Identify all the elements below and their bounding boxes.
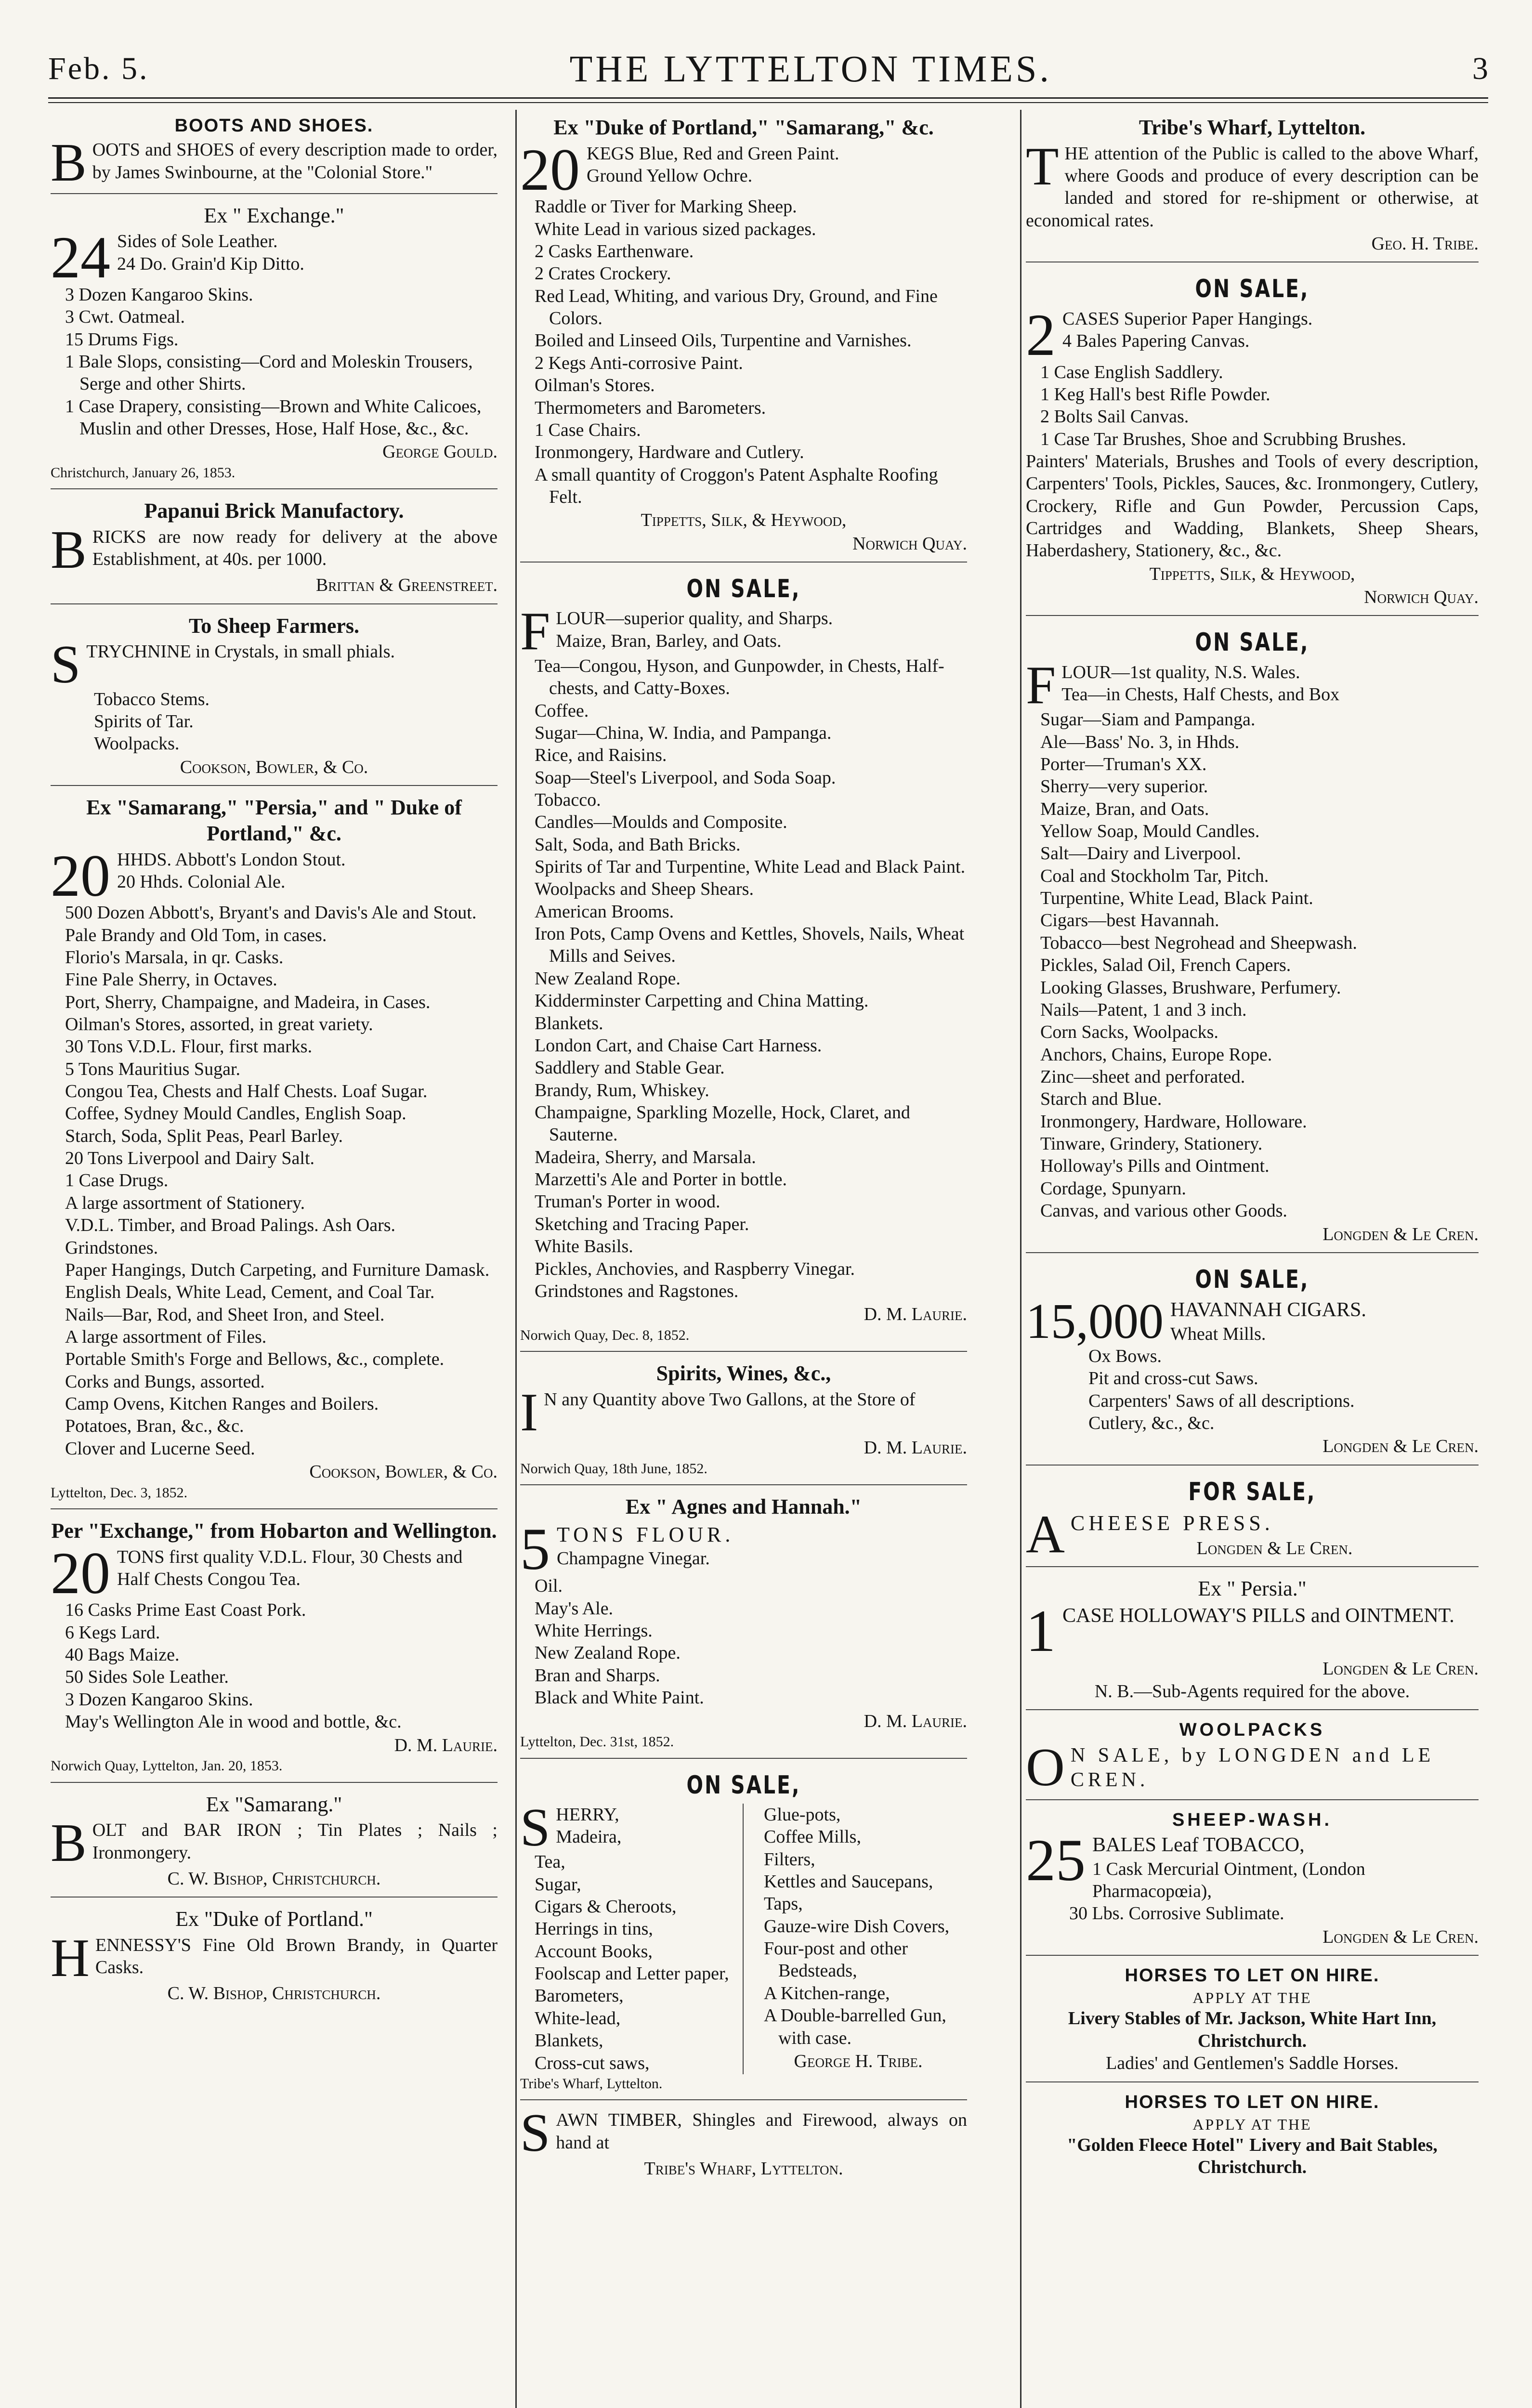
drop-number: 1	[1026, 1597, 1056, 1664]
ad-heading: ON SALE,	[1195, 275, 1309, 304]
ad-text: HE attention of the Public is called to the above Wharf, where Goods and produce of every description can be landed and stored for re-shipment or otherwise, at economical rates.	[1026, 143, 1479, 231]
ad-text: TONS FLOUR.	[557, 1522, 734, 1546]
item-line: 2 Kegs Anti-corrosive Paint.	[535, 353, 743, 373]
item-line: Port, Sherry, Champaigne, and Madeira, in Cases.	[65, 992, 431, 1012]
ad-date: Norwich Quay, Lyttelton, Jan. 20, 1853.	[51, 1757, 283, 1774]
item-line: 30 Tons V.D.L. Flour, first marks.	[65, 1036, 313, 1057]
item-line: 16 Casks Prime East Coast Pork.	[65, 1600, 306, 1621]
item-line: Filters,	[764, 1849, 815, 1870]
advertiser-signature: Tippetts, Silk, & Heywood,	[1149, 563, 1355, 584]
item-line: Sherry—very superior.	[1040, 776, 1208, 797]
ad-heading: Ex " Exchange."	[204, 203, 344, 227]
item-line: Potatoes, Bran, &c., &c.	[65, 1416, 244, 1437]
advertiser-signature: Longden & Le Cren.	[1322, 1926, 1479, 1947]
advertiser-signature: Tippetts, Silk, & Heywood,	[641, 510, 847, 531]
item-line: Candles—Moulds and Composite.	[535, 812, 787, 833]
ad-papanui-brick	[51, 493, 498, 604]
ad-text: LOUR—1st quality, N.S. Wales.	[1061, 662, 1300, 682]
drop-cap: O	[1026, 1737, 1065, 1797]
advertiser-signature: Longden & Le Cren.	[1196, 1538, 1353, 1558]
drop-cap: B	[51, 133, 87, 193]
ad-on-sale-laurie	[520, 566, 967, 1352]
item-line: Gauze-wire Dish Covers,	[764, 1916, 950, 1937]
advertiser-signature: George Gould.	[382, 442, 498, 462]
ad-sheep-farmers	[51, 608, 498, 786]
ad-text: CASE HOLLOWAY'S PILLS and OINTMENT.	[1062, 1604, 1454, 1627]
newspaper-title: THE LYTTELTON TIMES.	[569, 48, 1052, 90]
ad-heading: Spirits, Wines, &c.,	[656, 1361, 831, 1386]
ad-spirits-wines	[520, 1356, 967, 1485]
item-line: 1 Case Tar Brushes, Shoe and Scrubbing Brushes.	[1040, 429, 1406, 449]
ad-on-sale-longden	[1026, 620, 1479, 1253]
drop-number: 15,000	[1026, 1294, 1164, 1349]
advertiser-signature: Tribe's Wharf, Lyttelton.	[644, 2158, 843, 2179]
ad-sheep-wash	[1026, 1804, 1479, 1956]
item-line: Blankets.	[535, 1013, 603, 1034]
item-line: Iron Pots, Camp Ovens and Kettles, Shovels, Nails, Wheat Mills and Seives.	[535, 924, 965, 967]
item-line: Starch and Blue.	[1040, 1089, 1162, 1110]
ad-hobarton-wellington	[51, 1513, 498, 1782]
ad-date: Lyttelton, Dec. 31st, 1852.	[520, 1733, 674, 1750]
ad-heading: Ex "Duke of Portland."	[175, 1907, 373, 1931]
drop-cap: T	[1026, 136, 1059, 196]
item-line: Woolpacks.	[94, 733, 180, 754]
column-divider	[1020, 110, 1021, 2408]
item-line: Starch, Soda, Split Peas, Pearl Barley.	[65, 1125, 343, 1146]
ad-text: AWN TIMBER, Shingles and Firewood, always on hand at	[556, 2110, 967, 2153]
item-line: Pickles, Salad Oil, French Capers.	[1040, 955, 1291, 976]
masthead-rule	[48, 97, 1488, 99]
item-line: Salt, Soda, and Bath Bricks.	[535, 834, 741, 855]
item-line: Nails—Bar, Rod, and Sheet Iron, and Steel.	[65, 1304, 385, 1325]
ad-agnes-hannah	[520, 1489, 967, 1758]
item-line: New Zealand Rope.	[535, 968, 681, 989]
item-line: 1 Case English Saddlery.	[1040, 362, 1223, 382]
item-line: A Kitchen-range,	[764, 1983, 890, 2003]
ad-cheese-press	[1026, 1469, 1479, 1567]
ad-text: ENNESSY'S Fine Old Brown Brandy, in Quarter Casks.	[95, 1935, 498, 1977]
item-line: Coffee, Sydney Mould Candles, English Soap.	[65, 1103, 406, 1124]
item-line: Grindstones and Ragstones.	[535, 1281, 739, 1301]
drop-cap: B	[51, 1813, 87, 1873]
item-line: Salt—Dairy and Liverpool.	[1040, 843, 1241, 864]
item-line: Corn Sacks, Woolpacks.	[1040, 1022, 1218, 1043]
advertiser-signature: Brittan & Greenstreet.	[315, 575, 498, 596]
advertiser-signature: C. W. Bishop, Christchurch.	[167, 1868, 381, 1889]
item-line: Carpenters' Saws of all descriptions.	[1088, 1390, 1355, 1411]
ad-horses-white-hart	[1026, 1960, 1479, 2082]
item-line: White Basils.	[535, 1236, 633, 1257]
ad-text: RICKS are now ready for delivery at the above Establishment, at 40s. per 1000.	[92, 527, 498, 570]
item-line: Grindstones.	[65, 1237, 158, 1258]
item-line: 24 Do. Grain'd Kip Ditto.	[117, 253, 304, 274]
advertiser-signature: D. M. Laurie.	[864, 1438, 967, 1458]
issue-date: Feb. 5.	[48, 51, 149, 86]
item-line: Looking Glasses, Brushware, Perfumery.	[1040, 977, 1341, 998]
item-line: Red Lead, Whiting, and various Dry, Ground, and Fine Colors.	[535, 286, 938, 329]
item-line: Camp Ovens, Kitchen Ranges and Boilers.	[65, 1394, 379, 1414]
advertiser-signature: George H. Tribe.	[794, 2051, 923, 2071]
item-line: 6 Kegs Lard.	[65, 1622, 160, 1643]
ad-paints	[520, 110, 967, 563]
drop-cap: S	[51, 635, 81, 695]
ad-heading: ON SALE,	[1195, 628, 1309, 657]
column-1	[51, 110, 508, 2408]
ad-heading: Ex "Samarang."	[206, 1792, 342, 1816]
item-line: HERRY,	[556, 1804, 619, 1825]
item-line: White-lead,	[535, 2008, 621, 2028]
ad-on-sale-tribe	[520, 1763, 967, 2101]
item-line: Raddle or Tiver for Marking Sheep.	[535, 196, 797, 217]
drop-number: 20	[51, 842, 110, 909]
item-line: BALES Leaf TOBACCO,	[1092, 1834, 1305, 1857]
item-line: Ground Yellow Ochre.	[587, 166, 753, 186]
item-line: 2 Casks Earthenware.	[535, 241, 694, 262]
item-line: 3 Dozen Kangaroo Skins.	[65, 1689, 253, 1710]
drop-cap: F	[1026, 655, 1056, 715]
item-line: Corks and Bungs, assorted.	[65, 1371, 265, 1392]
ad-text: "Golden Fleece Hotel" Livery and Bait Stables, Christchurch.	[1067, 2134, 1438, 2178]
ad-heading: FOR SALE,	[1188, 1477, 1316, 1506]
item-line: Coffee Mills,	[764, 1827, 861, 1847]
item-line: Tobacco Stems.	[94, 689, 210, 709]
item-line: Sketching and Tracing Paper.	[535, 1214, 749, 1234]
drop-cap: F	[520, 602, 550, 662]
ad-heading: Ex " Agnes and Hannah."	[625, 1495, 862, 1519]
drop-cap: H	[51, 1928, 90, 1988]
drop-cap: A	[1026, 1505, 1065, 1565]
advertiser-signature: D. M. Laurie.	[864, 1304, 967, 1325]
drop-number: 20	[51, 1540, 110, 1606]
advertiser-signature: Longden & Le Cren.	[1322, 1436, 1479, 1457]
item-line: Pit and cross-cut Saws.	[1088, 1368, 1258, 1389]
item-line: Madeira, Sherry, and Marsala.	[535, 1147, 756, 1167]
item-line: 1 Case Drapery, consisting—Brown and White Calicoes, Muslin and other Dresses, Hose, Half Hose, &c., &c.	[65, 396, 482, 439]
item-line: 1 Cask Mercurial Ointment, (London Pharmacopœia),	[1092, 1858, 1365, 1901]
item-line: Foolscap and Letter paper,	[535, 1963, 729, 1984]
item-line: Anchors, Chains, Europe Rope.	[1040, 1044, 1272, 1065]
item-line: Tinware, Grindery, Stationery.	[1040, 1134, 1263, 1154]
item-line: Kidderminster Carpetting and China Matting.	[535, 991, 869, 1011]
advertiser-signature: Geo. H. Tribe.	[1371, 234, 1479, 254]
item-line: TONS first quality V.D.L. Flour, 30 Chests and Half Chests Congou Tea.	[117, 1546, 463, 1590]
ad-boots-shoes	[51, 110, 498, 194]
drop-number: 24	[51, 224, 110, 291]
ad-heading: SHEEP-WASH.	[1172, 1810, 1333, 1830]
ad-note: N. B.—Sub-Agents required for the above.	[1094, 1681, 1410, 1701]
ad-horses-golden-fleece	[1026, 2086, 1479, 2186]
item-line: 20 Tons Liverpool and Dairy Salt.	[65, 1148, 315, 1169]
ad-heading: HORSES TO LET ON HIRE.	[1125, 1965, 1380, 1986]
ad-woolpacks	[1026, 1714, 1479, 1800]
item-line: 1 Case Drugs.	[65, 1170, 169, 1191]
advertiser-signature: Cookson, Bowler, & Co.	[180, 757, 368, 777]
item-line: Holloway's Pills and Ointment.	[1040, 1156, 1270, 1177]
item-line: Champaigne, Sparkling Mozelle, Hock, Claret, and Sauterne.	[535, 1102, 910, 1145]
item-line: Cutlery, &c., &c.	[1088, 1413, 1215, 1433]
item-line: Bran and Sharps.	[535, 1665, 660, 1686]
ad-text: LOUR—superior quality, and Sharps.	[556, 608, 833, 629]
ad-heading: BOOTS AND SHOES.	[174, 116, 374, 136]
item-line: Cigars—best Havannah.	[1040, 910, 1219, 931]
item-line: 50 Sides Sole Leather.	[65, 1667, 229, 1688]
ad-heading: Ex " Persia."	[1198, 1577, 1307, 1601]
item-line: Coal and Stockholm Tar, Pitch.	[1040, 865, 1269, 886]
item-line: Tea—in Chests, Half Chests, and Box	[1061, 684, 1340, 705]
item-line: Florio's Marsala, in qr. Casks.	[65, 947, 284, 968]
ad-heading: Ex "Samarang," "Persia," and " Duke of Portland," &c.	[86, 796, 462, 845]
ad-text: TRYCHNINE in Crystals, in small phials.	[86, 641, 395, 662]
masthead	[48, 42, 1488, 95]
item-line: Spirits of Tar.	[94, 711, 194, 732]
item-line: Pale Brandy and Old Tom, in cases.	[65, 925, 327, 945]
item-line: Ale—Bass' No. 3, in Hhds.	[1040, 732, 1240, 752]
ad-subheading: APPLY AT THE	[1192, 1989, 1312, 2007]
item-line: Herrings in tins,	[535, 1919, 653, 1939]
item-line: Taps,	[764, 1894, 803, 1914]
advertiser-signature: Longden & Le Cren.	[1322, 1659, 1479, 1679]
item-line: V.D.L. Timber, and Broad Palings. Ash Oars.	[65, 1215, 396, 1236]
item-line: English Deals, White Lead, Cement, and Coal Tar.	[65, 1282, 435, 1303]
item-line: Ironmongery, Hardware, Holloware.	[1040, 1111, 1307, 1132]
item-line: 2 Bolts Sail Canvas.	[1040, 406, 1189, 427]
ad-text: OLT and BAR IRON ; Tin Plates ; Nails ; Ironmongery.	[92, 1820, 498, 1863]
item-line: 30 Lbs. Corrosive Sublimate.	[1069, 1903, 1284, 1924]
page-number: 3	[1472, 51, 1488, 86]
item-line: Canvas, and various other Goods.	[1040, 1201, 1287, 1221]
item-line: New Zealand Rope.	[535, 1643, 681, 1663]
ad-samarang-persia	[51, 790, 498, 1509]
advertiser-signature: D. M. Laurie.	[864, 1711, 967, 1731]
item-line: Soap—Steel's Liverpool, and Soda Soap.	[535, 767, 836, 788]
ad-text: N SALE, by LONGDEN and LE CREN.	[1070, 1744, 1435, 1791]
ad-tribes-wharf	[1026, 110, 1479, 262]
ad-text: OOTS and SHOES of every description made to order, by James Swinbourne, at the "Colonial Store."	[92, 140, 498, 183]
ad-heading: To Sheep Farmers.	[188, 614, 360, 638]
item-line: Maize, Bran, Barley, and Oats.	[556, 630, 782, 651]
ad-heading: ON SALE,	[686, 1770, 801, 1800]
ad-date: Christchurch, January 26, 1853.	[51, 464, 236, 481]
ad-cigars	[1026, 1257, 1479, 1466]
ad-date: Norwich Quay, Dec. 8, 1852.	[520, 1327, 690, 1343]
item-line: CASES Superior Paper Hangings.	[1062, 308, 1313, 329]
item-line: Sugar,	[535, 1874, 581, 1895]
item-line: 40 Bags Maize.	[65, 1645, 180, 1665]
item-line: Ox Bows.	[1088, 1346, 1162, 1366]
ad-duke-of-portland	[51, 1901, 498, 2011]
column-3	[1026, 110, 1483, 2408]
item-line: Oil.	[535, 1576, 563, 1597]
item-line: 3 Dozen Kangaroo Skins.	[65, 284, 253, 305]
ad-heading: WOOLPACKS	[1179, 1720, 1325, 1741]
ad-date: Tribe's Wharf, Lyttelton.	[520, 2075, 663, 2092]
ad-text: CHEESE PRESS.	[1070, 1511, 1274, 1535]
drop-cap: I	[520, 1382, 538, 1442]
item-line: London Cart, and Chaise Cart Harness.	[535, 1035, 822, 1056]
drop-number: 25	[1026, 1827, 1086, 1894]
item-line: 1 Bale Slops, consisting—Cord and Moleskin Trousers, Serge and other Shirts.	[65, 352, 473, 394]
advertiser-signature: Cookson, Bowler, & Co.	[309, 1462, 498, 1482]
item-line: Tea—Congou, Hyson, and Gunpowder, in Chests, Half-chests, and Catty-Boxes.	[535, 655, 944, 699]
item-line: Maize, Bran, and Oats.	[1040, 798, 1209, 819]
ad-heading: Papanui Brick Manufactory.	[144, 499, 404, 523]
item-line: Congou Tea, Chests and Half Chests. Loaf Sugar.	[65, 1081, 428, 1102]
item-line: Ironmongery, Hardware and Cutlery.	[535, 442, 804, 463]
item-line: 1 Keg Hall's best Rifle Powder.	[1040, 384, 1270, 405]
drop-cap: S	[520, 1797, 550, 1858]
item-line: 500 Dozen Abbott's, Bryant's and Davis's Ale and Stout.	[65, 903, 477, 923]
item-line: 5 Tons Mauritius Sugar.	[65, 1059, 240, 1079]
item-line: Barometers,	[535, 1986, 624, 2006]
item-line: Oilman's Stores, assorted, in great variety.	[65, 1014, 373, 1034]
drop-cap: B	[51, 520, 87, 580]
ad-text: N any Quantity above Two Gallons, at the Store of	[544, 1389, 916, 1410]
item-line: Madeira,	[556, 1827, 622, 1847]
drop-number: 2	[1026, 301, 1056, 368]
item-line: Thermometers and Barometers.	[535, 397, 766, 418]
drop-number: 5	[520, 1516, 550, 1582]
ad-ex-samarang	[51, 1787, 498, 1898]
item-line: May's Wellington Ale in wood and bottle, &c.	[65, 1712, 402, 1732]
item-line: Black and White Paint.	[535, 1688, 704, 1708]
ad-text: Livery Stables of Mr. Jackson, White Hart Inn, Christchurch.	[1068, 2008, 1437, 2051]
item-line: Marzetti's Ale and Porter in bottle.	[535, 1169, 787, 1190]
item-line: Sugar—Siam and Pampanga.	[1040, 709, 1256, 730]
item-line: Clover and Lucerne Seed.	[65, 1438, 255, 1459]
item-line: Four-post and other Bedsteads,	[764, 1938, 908, 1981]
item-line: KEGS Blue, Red and Green Paint.	[587, 143, 839, 164]
item-line: Boiled and Linseed Oils, Turpentine and Varnishes.	[535, 330, 912, 351]
masthead-rule-2	[48, 102, 1488, 103]
item-line: Brandy, Rum, Whiskey.	[535, 1080, 709, 1100]
item-line: HAVANNAH CIGARS.	[1170, 1299, 1366, 1322]
item-line: Fine Pale Sherry, in Octaves.	[65, 969, 277, 990]
item-line: A large assortment of Stationery.	[65, 1192, 305, 1213]
ad-heading: HORSES TO LET ON HIRE.	[1125, 2092, 1380, 2112]
ad-subheading: APPLY AT THE	[1192, 2115, 1312, 2133]
ad-note: Ladies' and Gentlemen's Saddle Horses.	[1106, 2053, 1399, 2074]
item-line: Cordage, Spunyarn.	[1040, 1178, 1186, 1199]
advertiser-signature: D. M. Laurie.	[394, 1735, 498, 1755]
item-line: A Double-barrelled Gun, with case.	[764, 2005, 946, 2048]
item-line: Saddlery and Stable Gear.	[535, 1058, 725, 1078]
item-line: Kettles and Saucepans,	[764, 1871, 933, 1892]
item-line: 4 Bales Papering Canvas.	[1062, 331, 1250, 352]
item-line: Tobacco.	[535, 789, 601, 810]
item-line: Sides of Sole Leather.	[117, 231, 278, 252]
ad-heading: ON SALE,	[1195, 1265, 1309, 1294]
item-line: Nails—Patent, 1 and 3 inch.	[1040, 999, 1247, 1020]
item-line: Wheat Mills.	[1170, 1323, 1266, 1344]
item-line: Cigars & Cheroots,	[535, 1896, 677, 1917]
item-line: May's Ale.	[535, 1598, 614, 1619]
item-line: Spirits of Tar and Turpentine, White Lead and Black Paint.	[535, 857, 966, 877]
item-line: Cross-cut saws,	[535, 2053, 650, 2073]
item-line: Glue-pots,	[764, 1804, 841, 1825]
item-line: A large assortment of Files.	[65, 1327, 267, 1347]
item-line: A small quantity of Croggon's Patent Asphalte Roofing Felt.	[535, 464, 938, 507]
ad-on-sale-tippetts	[1026, 266, 1479, 616]
item-line: White Lead in various sized packages.	[535, 219, 816, 239]
ad-ex-exchange	[51, 198, 498, 490]
item-line: Yellow Soap, Mould Candles.	[1040, 821, 1260, 842]
item-line: 15 Drums Figs.	[65, 329, 179, 350]
ad-text: Painters' Materials, Brushes and Tools of every description, Carpenters' Tools, Pickles, Sauces, &c. Ironmongery, Cutlery, Crockery, Rifle and Gun Powder, Percussion Caps, Cartridges and Wadding, Blankets, Sheep Shears, Haberdashery, Stationery, &c., &c.	[1026, 451, 1479, 561]
item-line: Paper Hangings, Dutch Carpeting, and Furniture Damask.	[65, 1259, 490, 1280]
item-line: Sugar—China, W. India, and Pampanga.	[535, 722, 832, 743]
ad-heading: ON SALE,	[686, 575, 801, 604]
item-line: 20 Hhds. Colonial Ale.	[117, 871, 286, 892]
drop-number: 20	[520, 136, 580, 203]
item-line: American Brooms.	[535, 901, 674, 922]
item-line: 1 Case Chairs.	[535, 419, 641, 440]
item-line: Pickles, Anchovies, and Raspberry Vinegar.	[535, 1258, 855, 1279]
advertiser-signature: C. W. Bishop, Christchurch.	[167, 1983, 381, 2003]
advertiser-location: Norwich Quay.	[1364, 587, 1479, 608]
item-line: Portable Smith's Forge and Bellows, &c., complete.	[65, 1349, 445, 1370]
ad-heading: Tribe's Wharf, Lyttelton.	[1139, 116, 1366, 139]
item-line: 3 Cwt. Oatmeal.	[65, 307, 185, 327]
item-line: Truman's Porter in wood.	[535, 1191, 720, 1212]
item-line: 2 Crates Crockery.	[535, 263, 671, 284]
item-line: Tea,	[535, 1852, 565, 1872]
ad-heading: Ex "Duke of Portland," "Samarang," &c.	[553, 116, 934, 139]
ad-date: Lyttelton, Dec. 3, 1852.	[51, 1484, 188, 1501]
item-line: Porter—Truman's XX.	[1040, 754, 1207, 774]
ad-date: Norwich Quay, 18th June, 1852.	[520, 1460, 707, 1477]
item-line: Woolpacks and Sheep Shears.	[535, 879, 754, 900]
ad-holloway-pills	[1026, 1571, 1479, 1710]
item-line: Tobacco—best Negrohead and Sheepwash.	[1040, 932, 1357, 953]
advertiser-signature: Longden & Le Cren.	[1322, 1224, 1479, 1244]
item-line: Zinc—sheet and perforated.	[1040, 1066, 1245, 1087]
item-line: Coffee.	[535, 700, 589, 721]
item-line: Rice, and Raisins.	[535, 745, 667, 766]
column-divider	[515, 110, 517, 2408]
item-line: Turpentine, White Lead, Black Paint.	[1040, 888, 1313, 909]
advertiser-location: Norwich Quay.	[852, 533, 967, 554]
drop-cap: S	[520, 2103, 550, 2163]
item-line: Oilman's Stores.	[535, 375, 655, 396]
item-line: Account Books,	[535, 1941, 653, 1962]
item-line: White Herrings.	[535, 1621, 653, 1641]
item-line: Champagne Vinegar.	[557, 1548, 710, 1569]
column-2	[520, 110, 978, 2408]
item-line: HHDS. Abbott's London Stout.	[117, 849, 346, 870]
item-line: Blankets,	[535, 2030, 603, 2051]
ad-heading: Per "Exchange," from Hobarton and Wellington.	[51, 1519, 497, 1543]
ad-sawn-timber	[520, 2104, 967, 2186]
